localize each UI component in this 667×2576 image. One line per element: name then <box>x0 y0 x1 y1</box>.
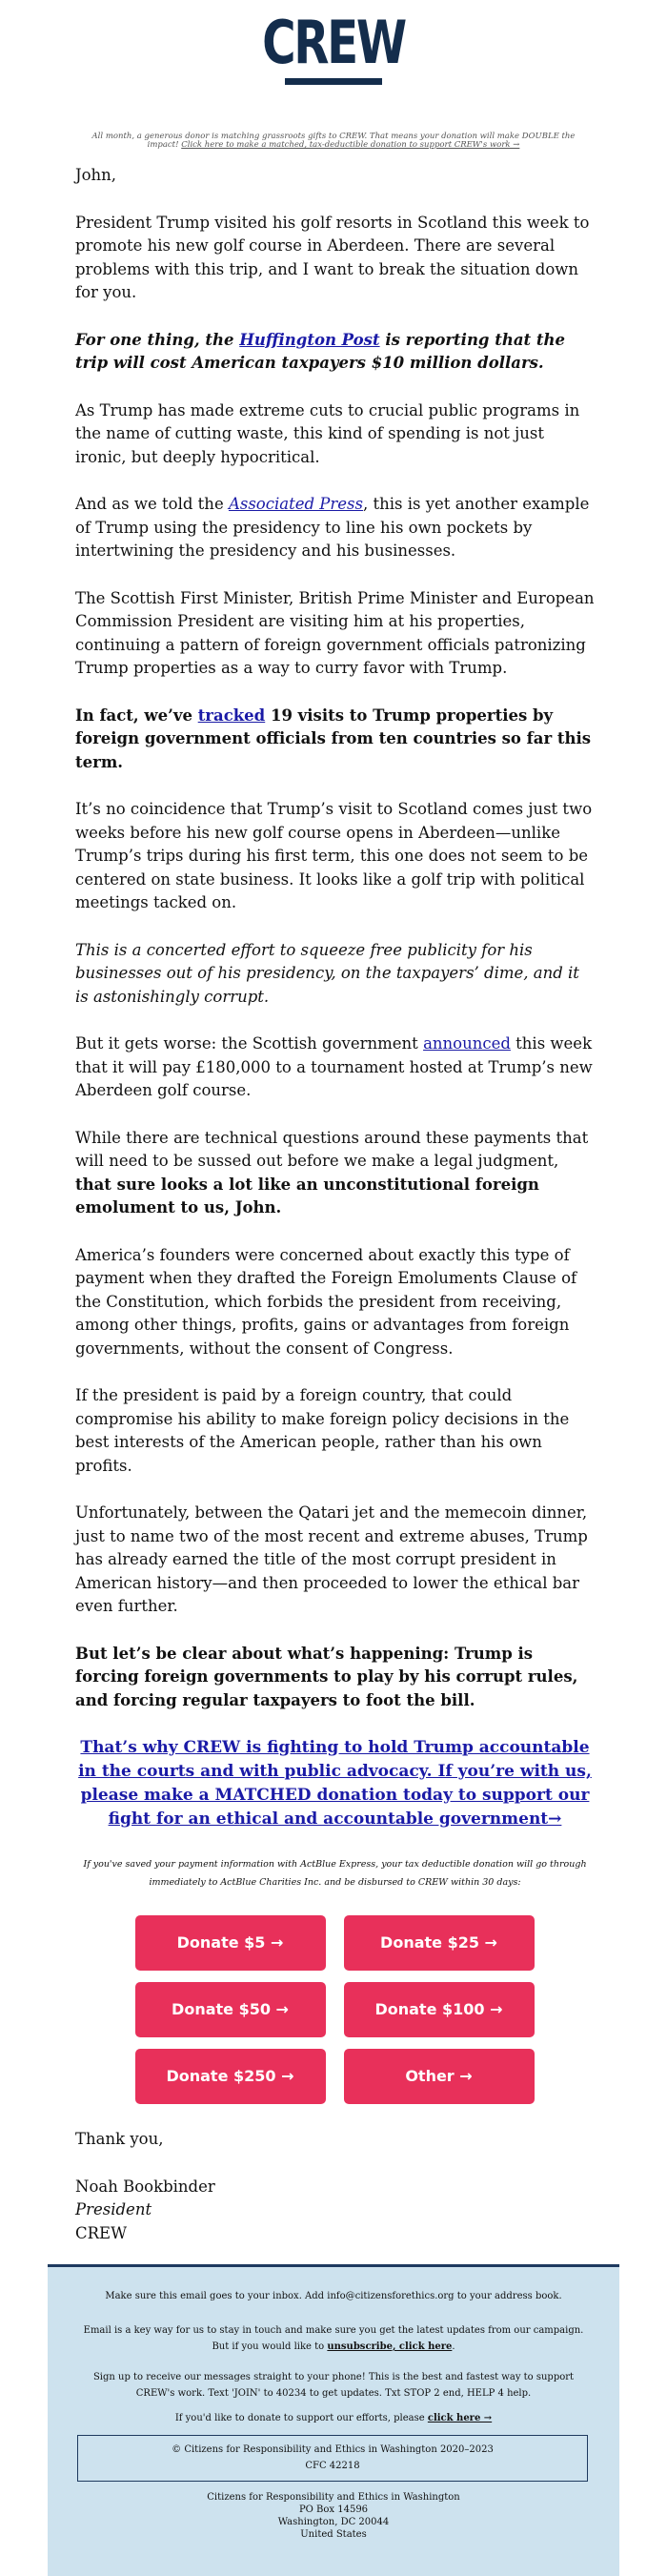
p4-text: And as we told the <box>75 495 229 513</box>
mailing-address <box>76 2491 591 2541</box>
crew-logo[interactable] <box>242 8 425 85</box>
donate-button-grid <box>135 1915 536 2104</box>
associated-press-link[interactable]: Associated Press <box>228 495 363 513</box>
footer-email-note <box>76 2322 591 2355</box>
donate-5-button[interactable]: Donate $5 → <box>135 1915 326 1971</box>
paragraph-5: The Scottish First Minister, British Prime Minister and European Commission President are visiting him at his properties, continuing a pattern of foreign government officials patronizing Trump properties as a way to curry favor with Trump. <box>75 588 595 677</box>
donate-other-button[interactable]: Other → <box>344 2049 535 2104</box>
paragraph-13: Unfortunately, between the Qatari jet and the memecoin dinner, just to name two of the most recent and extreme abuses, Trump has already earned the title of the most corrupt president in American history—and then proceeded to lower the ethical bar even further. <box>75 1503 588 1615</box>
huffington-post-link[interactable]: Huffington Post <box>239 330 380 349</box>
paragraph-3: As Trump has made extreme cuts to crucial public programs in the name of cutting waste, this kind of spending is not just ironic, but deeply hypocritical. <box>75 400 580 466</box>
logo-text: CREW <box>262 8 405 77</box>
announced-link[interactable]: announced <box>423 1034 511 1053</box>
paragraph-1: President Trump visited his golf resorts in Scotland this week to promote his new golf course in Aberdeen. There are several problems with this trip, and I want to break the situation down for you. <box>75 213 590 301</box>
p9-text: But it gets worse: the Scottish government <box>75 1034 424 1053</box>
copyright-box <box>77 2435 588 2482</box>
logo-underline <box>285 78 382 85</box>
paragraph-4 <box>75 493 595 563</box>
signer-title: President <box>75 2200 152 2218</box>
p6-text-end: 19 visits to Trump properties by foreign government officials from ten countries so far this term. <box>75 705 592 771</box>
footer-donate-note <box>76 2410 591 2426</box>
paragraph-11: America’s founders were concerned about exactly this type of payment when they drafted the Foreign Emoluments Clause of the Constitution, which forbids the president from receiving, among other things, profits, gains or advantages from foreign governments, without the consent of Congress. <box>75 1245 577 1358</box>
paragraph-12: If the president is paid by a foreign country, that could compromise his ability to make foreign policy decisions in the best interests of the American people, rather than his own profits. <box>75 1386 570 1475</box>
address-po-box: PO Box 14596 <box>298 2504 369 2515</box>
copyright-text: © Citizens for Responsibility and Ethics in Washington 2020–2023 <box>172 2444 494 2455</box>
p2-text: For one thing, the <box>75 330 240 349</box>
email-footer <box>48 2264 619 2576</box>
donate-50-button[interactable]: Donate $50 → <box>135 1982 326 2037</box>
tracked-link[interactable]: tracked <box>197 705 266 725</box>
p6-text: In fact, we’ve <box>75 705 198 725</box>
paragraph-8: This is a concerted effort to squeeze free publicity for his businesses out of his presidency, on the taxpayers’ dime, and it is astonishingly corrupt. <box>75 940 579 1006</box>
footer-email-period: . <box>452 2341 455 2352</box>
signer-org: CREW <box>75 2223 128 2242</box>
signer-name: Noah Bookbinder <box>75 2177 215 2196</box>
signature-block <box>75 2176 595 2246</box>
address-city: Washington, DC 20044 <box>277 2517 390 2527</box>
address-org: Citizens for Responsibility and Ethics in Washington <box>207 2492 460 2503</box>
cta-donate-link[interactable]: That’s why CREW is fighting to hold Trump accountable in the courts and with public advocacy. If you’re with us, please make a MATCHED donation today to support our fight for an ethical and accountable government→ <box>78 1738 592 1829</box>
matching-banner <box>81 133 586 150</box>
thank-you: Thank you, <box>75 2130 164 2148</box>
p10-text: While there are technical questions around these payments that will need to be sussed out before we make a legal judgment, <box>75 1128 589 1170</box>
donate-25-button[interactable]: Donate $25 → <box>344 1915 535 1971</box>
email-header <box>0 8 667 85</box>
footer-donate-text: If you'd like to donate to support our efforts, please <box>174 2413 428 2423</box>
p2-text-end: is reporting that the trip will cost American taxpayers $10 million dollars. <box>75 330 566 372</box>
paragraph-14: But let’s be clear about what’s happening: Trump is forcing foreign governments to play by his corrupt rules, and forcing regular taxpayers to foot the bill. <box>75 1644 578 1709</box>
paragraph-2 <box>75 329 595 376</box>
unsubscribe-link[interactable]: unsubscribe, click here <box>327 2341 453 2352</box>
banner-donate-link[interactable]: Click here to make a matched, tax-deductible donation to support CREW's work → <box>181 140 520 150</box>
footer-email-text: Email is a key way for us to stay in touch and make sure you get the latest updates from our campaign. But if you would like to <box>83 2325 584 2352</box>
banner-text: All month, a generous donor is matching grassroots gifts to CREW. That means your donation will make DOUBLE the impact! <box>91 132 576 150</box>
cta-paragraph <box>75 1736 595 1831</box>
cfc-number: CFC 42218 <box>305 2461 360 2471</box>
paragraph-6 <box>75 705 595 775</box>
p9-text-end: this week that it will pay £180,000 to a tournament hosted at Trump’s new Aberdeen golf course. <box>75 1034 593 1099</box>
footer-donate-link[interactable]: click here → <box>427 2413 493 2423</box>
p10-bold: that sure looks a lot like an unconstitutional foreign emolument to us, John. <box>75 1175 539 1216</box>
address-country: United States <box>300 2529 367 2540</box>
paragraph-9 <box>75 1032 595 1103</box>
donate-250-button[interactable]: Donate $250 → <box>135 2049 326 2104</box>
donate-100-button[interactable]: Donate $100 → <box>344 1982 535 2037</box>
footer-inbox-note: Make sure this email goes to your inbox. Add info@citizensforethics.org to your address book. <box>105 2291 562 2301</box>
email-body <box>75 164 595 2245</box>
actblue-fine-print: If you've saved your payment information with ActBlue Express, your tax deductible donation will go through immediately to ActBlue Charities Inc. and be disbursed to CREW within 30 days: <box>83 1859 587 1888</box>
paragraph-10 <box>75 1127 595 1220</box>
greeting: John, <box>75 166 117 184</box>
footer-sms-note: Sign up to receive our messages straight to your phone! This is the best and fastest way to support CREW's work. Text 'JOIN' to 40234 to get updates. Txt STOP 2 end, HELP 4 help. <box>92 2372 575 2399</box>
p4-text-end: , this is yet another example of Trump using the presidency to line his own pockets by intertwining the presidency and his businesses. <box>75 495 590 560</box>
paragraph-7: It’s no coincidence that Trump’s visit to Scotland comes just two weeks before his new golf course opens in Aberdeen—unlike Trump’s trips during his first term, this one does not seem to be centered on state business. It looks like a golf trip with political meetings tacked on. <box>75 800 593 911</box>
